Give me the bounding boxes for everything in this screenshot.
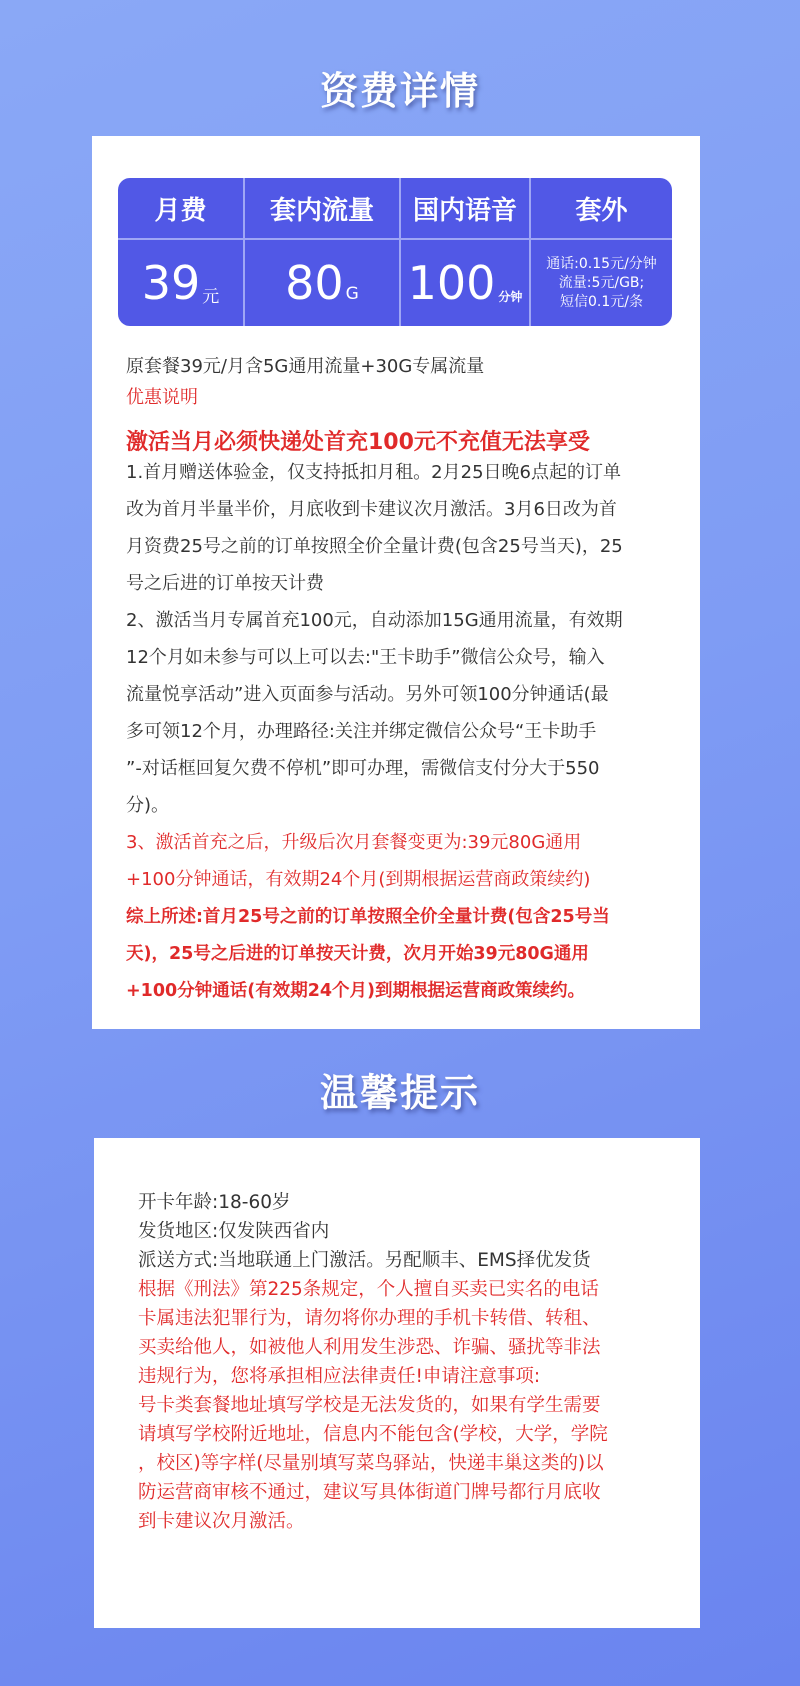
text-line: 3、激活首充之后，升级后次月套餐变更为:39元80G通用	[126, 832, 582, 853]
monthly-fee-unit: 元	[202, 286, 220, 307]
voice-value: 100	[407, 256, 496, 310]
tip-line: 卡属违法犯罪行为，请勿将你办理的手机卡转借、转租、	[138, 1308, 601, 1329]
data-cell	[245, 240, 401, 326]
tip-line: ，校区)等字样(尽量别填写菜鸟驿站，快递丰巢这类的)以	[138, 1453, 604, 1474]
activation-headline: 激活当月必须快递处首充100元不充值无法享受	[126, 430, 590, 455]
tip-line: 派送方式:当地联通上门激活。另配顺丰、EMS择优发货	[138, 1250, 591, 1271]
tip-line: 号卡类套餐地址填写学校是无法发货的，如果有学生需要	[138, 1395, 601, 1416]
item1-paragraph	[126, 454, 686, 602]
text-line: 改为首月半量半价，月底收到卡建议次月激活。3月6日改为首	[126, 499, 617, 520]
item3-paragraph	[126, 824, 686, 898]
tips-warning	[138, 1275, 608, 1536]
tip-line: 买卖给他人，如被他人利用发生涉恐、诈骗、骚扰等非法	[138, 1337, 601, 1358]
fee-details-card	[92, 136, 700, 1029]
text-line: 1.首月赠送体验金，仅支持抵扣月租。2月25日晚6点起的订单	[126, 462, 621, 483]
tip-line: 根据《刑法》第225条规定，个人擅自买卖已实名的电话	[138, 1279, 599, 1300]
monthly-fee-value: 39	[141, 256, 201, 310]
header-data: 套内流量	[245, 178, 401, 240]
extra-cell	[531, 240, 672, 326]
data-value: 80	[285, 256, 344, 310]
monthly-fee-cell	[118, 240, 245, 326]
header-monthly-fee: 月费	[118, 178, 245, 240]
tips-general	[138, 1188, 591, 1275]
text-line: 天)，25号之后进的订单按天计费，次月开始39元80G通用	[126, 944, 589, 964]
tip-line: 请填写学校附近地址，信息内不能包含(学校，大学，学院	[138, 1424, 608, 1445]
text-line: 号之后进的订单按天计费	[126, 573, 324, 594]
text-line: 12个月如未参与可以上可以去:"王卡助手”微信公众号，输入	[126, 647, 605, 668]
voice-unit: 分钟	[498, 289, 523, 304]
original-plan-text: 原套餐39元/月含5G通用流量+30G专属流量	[126, 356, 485, 377]
header-extra: 套外	[531, 178, 672, 240]
item2-paragraph	[126, 602, 686, 824]
extra-data-rate: 流量:5元/GB;	[558, 274, 645, 291]
extra-sms-rate: 短信0.1元/条	[560, 293, 643, 310]
text-line: +100分钟通话(有效期24个月)到期根据运营商政策续约。	[126, 981, 586, 1001]
text-line: 多可领12个月，办理路径:关注并绑定微信公众号“王卡助手	[126, 721, 597, 742]
section-title-tips: 温馨提示	[319, 1071, 480, 1115]
text-line: 综上所述:首月25号之前的订单按照全价全量计费(包含25号当	[126, 907, 610, 927]
text-line: +100分钟通话，有效期24个月(到期根据运营商政策续约)	[126, 869, 591, 890]
summary-paragraph	[126, 899, 686, 1010]
text-line: 月资费25号之前的订单按照全价全量计费(包含25号当天)，25	[126, 536, 623, 557]
text-line: 流量悦享活动”进入页面参与活动。另外可领100分钟通话(最	[126, 684, 609, 705]
text-line: ”-对话框回复欠费不停机”即可办理，需微信支付分大于550	[126, 758, 600, 779]
tip-line: 违规行为，您将承担相应法律责任!申请注意事项:	[138, 1366, 541, 1387]
tip-line: 防运营商审核不通过，建议写具体街道门牌号都行月底收	[138, 1482, 601, 1503]
fee-table	[118, 178, 672, 326]
tip-line: 开卡年龄:18-60岁	[138, 1192, 291, 1213]
discount-label: 优惠说明	[126, 387, 198, 408]
header-voice: 国内语音	[401, 178, 531, 240]
data-unit: G	[345, 284, 359, 304]
tips-card	[94, 1138, 700, 1628]
voice-cell	[401, 240, 531, 326]
section-title-fee-details: 资费详情	[319, 69, 480, 113]
extra-call-rate: 通话:0.15元/分钟	[546, 255, 657, 272]
text-line: 2、激活当月专属首充100元，自动添加15G通用流量，有效期	[126, 610, 623, 631]
text-line: 分)。	[126, 795, 170, 816]
tip-line: 发货地区:仅发陕西省内	[138, 1221, 330, 1242]
tip-line: 到卡建议次月激活。	[138, 1511, 305, 1532]
